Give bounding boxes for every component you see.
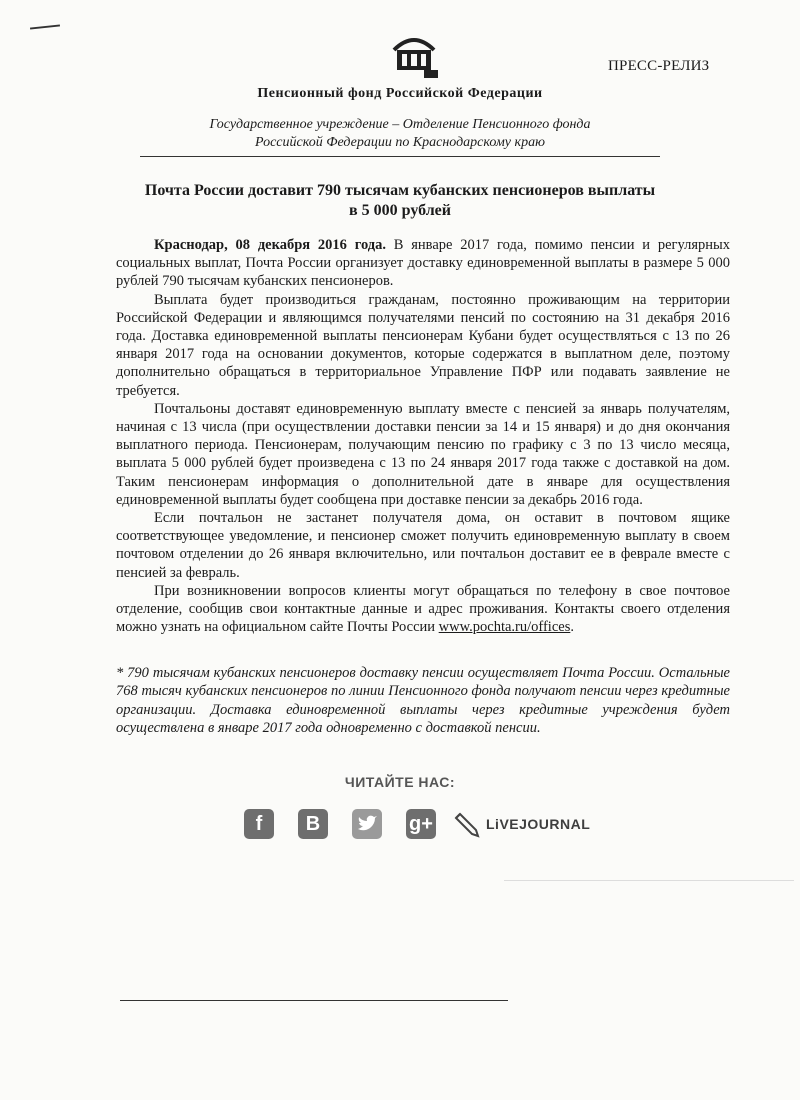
subtitle-line-1: Государственное учреждение – Отделение Пенсионного фонда [209, 117, 591, 132]
twitter-bird-glyph [356, 815, 378, 833]
livejournal-label: LiVEJOURNAL [486, 816, 591, 832]
vk-icon[interactable]: B [298, 809, 328, 839]
organization-subtitle [0, 116, 800, 152]
paragraph-2: Выплата будет производиться гражданам, постоянно проживающим на территории Российской Федерации и являющимся получателями пенсий по состоянию на 31 декабря 2016 года. Доставка единовременной выплаты пенсионерам Кубани будет осуществляться с 13 по 26 января 2017 года на основании документов, которые содержатся в выплатном деле, поэтому дополнительно обращаться в территориальное Управление ПФР или подавать заявление не требуется. [116, 291, 730, 399]
paragraph-1-text: В январе 2017 года, помимо пенсии и регулярных социальных выплат, Почта России организует доставку единовременной выплаты в размере 5 000 рублей 790 тысячам кубанских пенсионеров. [116, 237, 730, 290]
livejournal-link[interactable] [454, 810, 590, 838]
offices-link[interactable]: www.pochta.ru/offices [438, 619, 571, 636]
headline-line-1: Почта России доставит 790 тысячам кубанских пенсионеров выплаты [144, 182, 656, 199]
headline [100, 181, 700, 221]
scan-mark [30, 24, 60, 29]
livejournal-icon [454, 810, 482, 838]
paragraph-4: Если почтальон не застанет получателя дома, он оставит в почтовом ящике соответствующее уведомление, и пенсионер сможет получить единовременную выплату в своем почтовом отделении до 26 января включительно, или почтальон доставит ее в феврале вместе с пенсией за февраль. [116, 510, 730, 581]
press-release-label: ПРЕСС-РЕЛИЗ [608, 58, 710, 74]
paragraph-5-end: . [570, 619, 574, 636]
read-us-label: ЧИТАЙТЕ НАС: [344, 774, 456, 790]
facebook-icon[interactable]: f [244, 809, 274, 839]
footer-divider [120, 1000, 508, 1001]
paragraph-3: Почтальоны доставят единовременную выплату вместе с пенсией за январь получателям, начиная с 13 числа (при осуществлении доставки пенсии за 14 и 15 января) и до дня окончания выплатного периода. Пенсионерам, получающим пенсию по графику с 3 по 13 число месяца, выплата 5 000 рублей будет произведена с 13 по 24 января 2017 года также с доставкой на дом. Таким пенсионерам информация о дополнительной дате в январе для осуществления единовременной выплаты будет сообщена при доставке пенсии за декабрь 2016 года. [116, 400, 730, 508]
organization-name: Пенсионный фонд Российской Федерации [257, 86, 543, 101]
paragraph-5 [116, 582, 730, 637]
twitter-icon[interactable] [352, 809, 382, 839]
subtitle-line-2: Российской Федерации по Краснодарскому краю [255, 135, 545, 150]
header-divider [140, 156, 660, 157]
footnote: * 790 тысячам кубанских пенсионеров доставку пенсии осуществляет Почта России. Остальные 768 тысяч кубанских пенсионеров по линии Пенсионного фонда получают пенсии через кредитные организации. Доставка единовременной выплаты через кредитные учреждения будет осуществлена в январе 2017 года одновременно с доставкой пенсии. [116, 665, 730, 736]
paragraph-5-text: При возникновении вопросов клиенты могут обращаться по телефону в свое почтовое отделение, сообщив свои контактные данные и адрес проживания. Контакты своего отделения можно узнать на официальном сайте Почты России [116, 582, 730, 636]
dateline: Краснодар, 08 декабря 2016 года. [154, 237, 386, 253]
social-links [244, 806, 590, 842]
headline-line-2: в 5 000 рублей [348, 202, 451, 219]
google-plus-icon[interactable]: g+ [406, 809, 436, 839]
pfr-logo-icon [388, 28, 440, 80]
paragraph-1 [116, 236, 730, 291]
article-body [116, 236, 730, 636]
scan-artifact-line [504, 880, 794, 881]
